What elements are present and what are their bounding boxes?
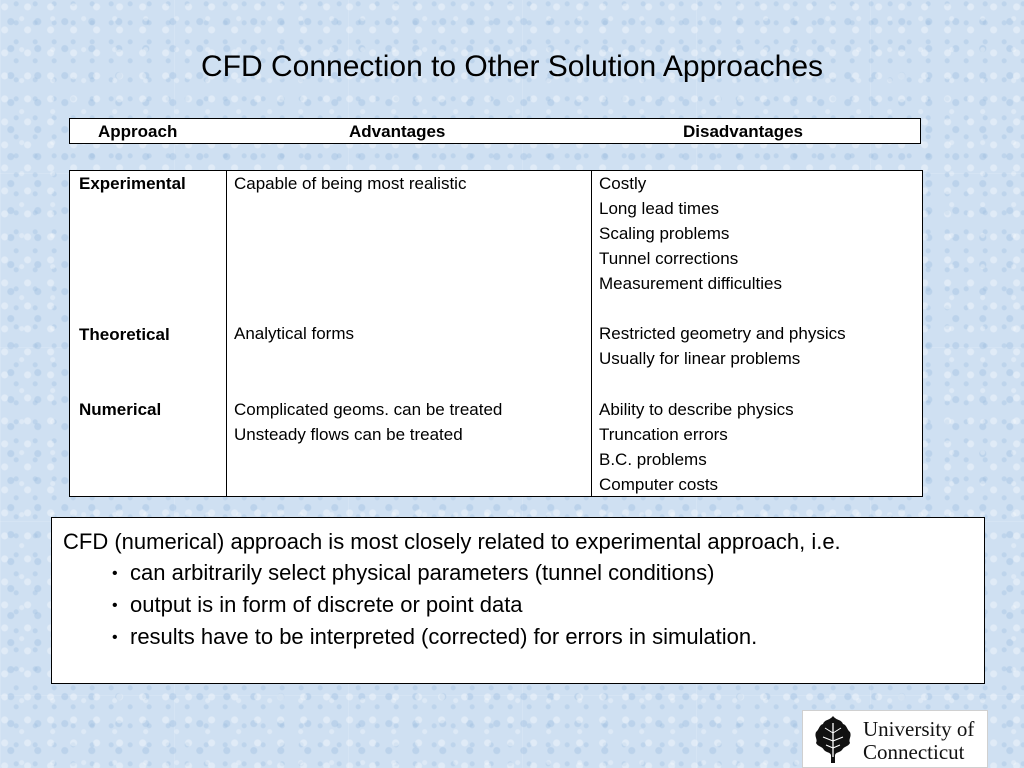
- note-bullet-text: output is in form of discrete or point data: [130, 592, 523, 617]
- disadvantage-item: Tunnel corrections: [599, 249, 739, 268]
- disadvantage-item: Costly: [599, 174, 647, 193]
- advantage-item: Capable of being most realistic: [234, 174, 467, 193]
- row-theoretical-disadvantages: [599, 321, 846, 371]
- disadvantage-item: Restricted geometry and physics: [599, 324, 846, 343]
- note-intro: CFD (numerical) approach is most closely related to experimental approach, i.e.: [63, 529, 841, 554]
- disadvantage-item: Truncation errors: [599, 425, 728, 444]
- bullet-icon: •: [112, 565, 118, 582]
- header-approach: Approach: [98, 122, 178, 141]
- advantage-item: Unsteady flows can be treated: [234, 425, 463, 444]
- logo-line-1: University of: [863, 717, 975, 741]
- note-bullet: [112, 621, 757, 653]
- advantage-item: Analytical forms: [234, 324, 354, 343]
- note-bullet-list: [112, 557, 757, 653]
- column-header-table: [69, 118, 921, 144]
- disadvantage-item: Computer costs: [599, 475, 719, 494]
- header-advantages: Advantages: [349, 122, 446, 141]
- summary-note-box: [51, 517, 985, 684]
- note-bullet: [112, 589, 757, 621]
- disadvantage-item: Ability to describe physics: [599, 400, 794, 419]
- bullet-icon: •: [112, 597, 118, 614]
- row-numerical-disadvantages: [599, 397, 794, 497]
- row-experimental-approach: Experimental: [79, 174, 186, 193]
- row-numerical-advantages: [234, 397, 502, 447]
- header-disadvantages: Disadvantages: [683, 122, 803, 141]
- row-theoretical-approach: Theoretical: [79, 325, 170, 344]
- row-experimental-disadvantages: [599, 171, 782, 296]
- row-theoretical-advantages: [234, 321, 354, 346]
- logo-line-2: Connecticut: [863, 740, 965, 764]
- disadvantage-item: Scaling problems: [599, 224, 730, 243]
- row-experimental-advantages: [234, 171, 466, 196]
- comparison-table: [69, 170, 923, 497]
- row-numerical-approach: Numerical: [79, 400, 162, 419]
- column-divider: [226, 171, 227, 496]
- column-divider: [591, 171, 592, 496]
- slide-title: CFD Connection to Other Solution Approaches: [200, 50, 824, 83]
- disadvantage-item: Measurement difficulties: [599, 274, 782, 293]
- disadvantage-item: B.C. problems: [599, 450, 707, 469]
- note-bullet-text: results have to be interpreted (corrected) for errors in simulation.: [130, 624, 758, 649]
- note-bullet: [112, 557, 757, 589]
- university-logo: [802, 710, 988, 768]
- oak-leaf-icon: [807, 713, 859, 765]
- note-bullet-text: can arbitrarily select physical parameters (tunnel conditions): [130, 560, 715, 585]
- bullet-icon: •: [112, 629, 118, 646]
- disadvantage-item: Usually for linear problems: [599, 349, 801, 368]
- advantage-item: Complicated geoms. can be treated: [234, 400, 503, 419]
- disadvantage-item: Long lead times: [599, 199, 720, 218]
